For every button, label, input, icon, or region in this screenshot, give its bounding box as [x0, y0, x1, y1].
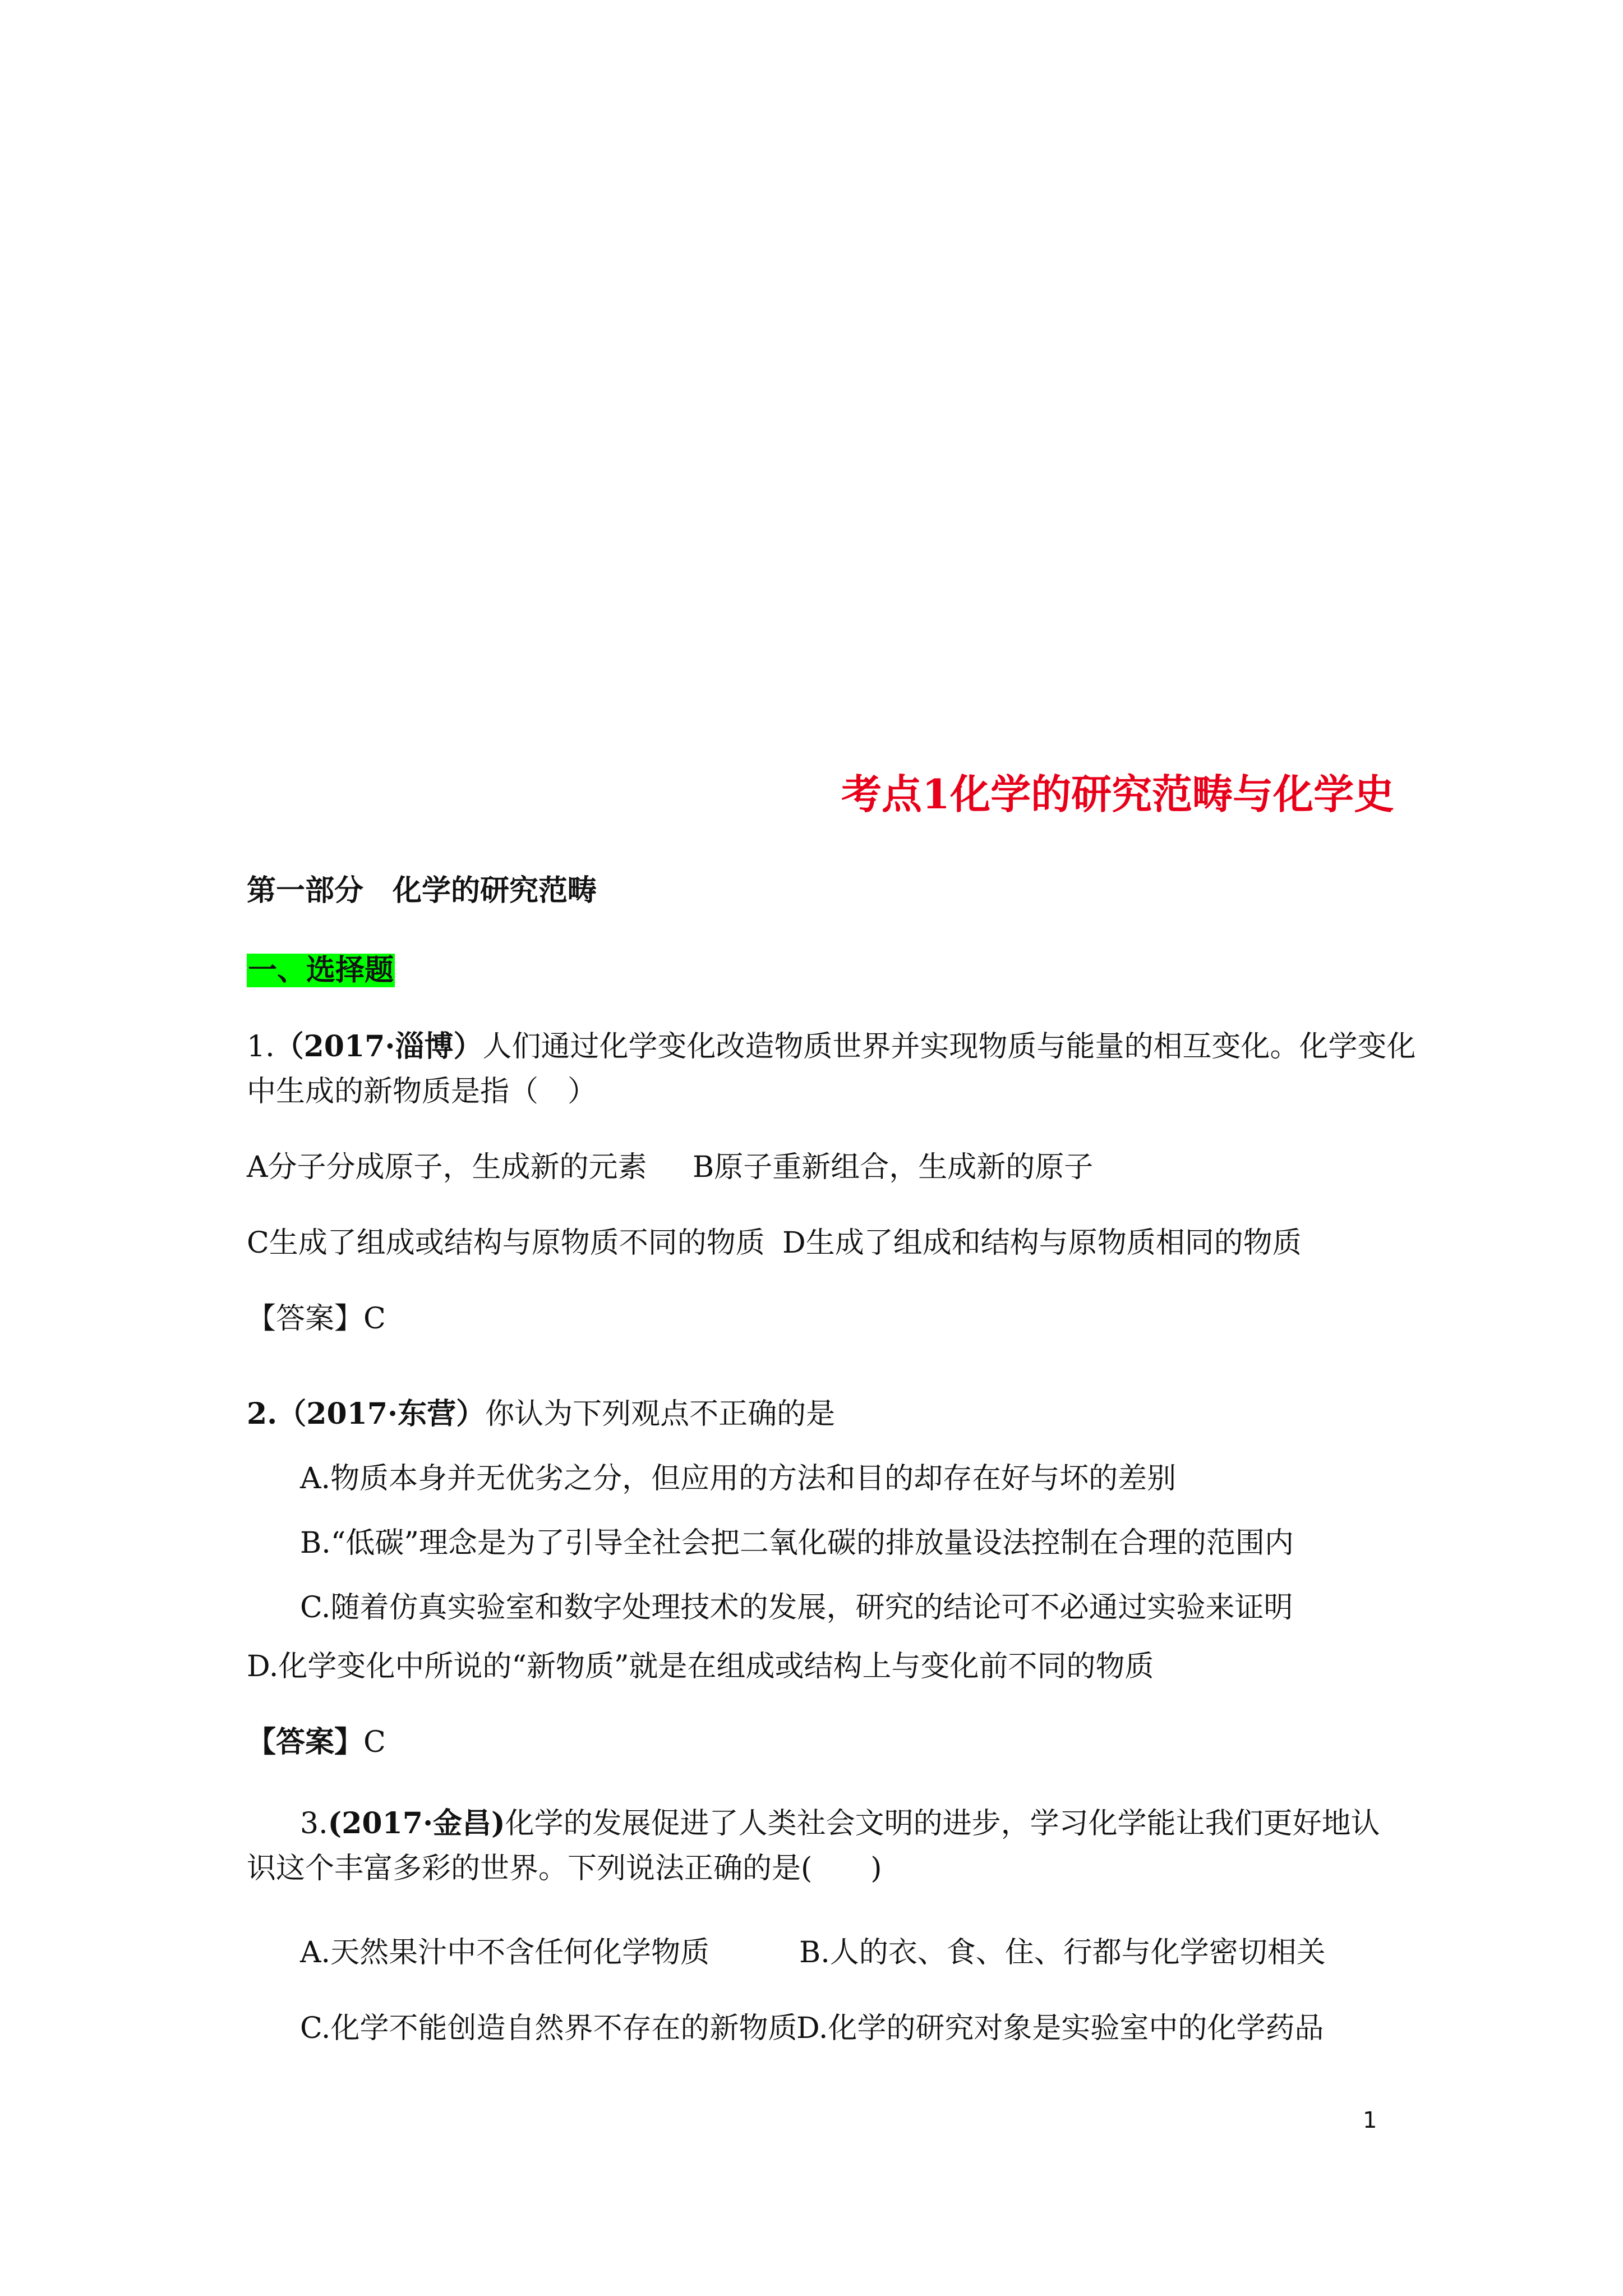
- question-2-stem: 你认为下列观点不正确的是: [485, 1397, 836, 1431]
- page-title: 考点1化学的研究范畴与化学史: [841, 770, 1395, 818]
- question-2-answer: [247, 1725, 386, 1759]
- question-1-option-c: C生成了组成或结构与原物质不同的物质: [247, 1226, 765, 1260]
- question-2-option-a: A.物质本身并无优劣之分，但应用的方法和目的却存在好与坏的差别: [300, 1462, 1177, 1496]
- question-3-source: (2017·金昌): [328, 1806, 505, 1841]
- question-2-option-d: D.化学变化中所说的“新物质”就是在组成或结构上与变化前不同的物质: [247, 1650, 1154, 1683]
- question-3-line-1: [300, 1806, 1380, 1841]
- question-1-option-d: D生成了组成和结构与原物质相同的物质: [782, 1226, 1302, 1260]
- question-1-number: 1.: [247, 1030, 275, 1064]
- answer-label: 【答案】: [247, 1302, 364, 1336]
- question-2-number-source: 2.（2017·东营）: [247, 1397, 486, 1431]
- question-2-option-c: C.随着仿真实验室和数字处理技术的发展，研究的结论可不必通过实验来证明: [300, 1591, 1293, 1625]
- question-3-line-2: 识这个丰富多彩的世界。下列说法正确的是( ): [247, 1852, 882, 1885]
- section-heading: 一、选择题: [248, 953, 394, 987]
- answer-label: 【答案】: [247, 1725, 364, 1759]
- page-number: 1: [1363, 2108, 1377, 2133]
- question-3-option-c: C.化学不能创造自然界不存在的新物质: [300, 2012, 797, 2045]
- question-1-option-b: B原子重新组合，生成新的原子: [693, 1151, 1094, 1184]
- question-1-answer: [247, 1302, 386, 1336]
- question-1-line-1: [247, 1029, 1416, 1064]
- answer-value: C: [363, 1302, 386, 1336]
- question-2-option-b: B.“低碳”理念是为了引导全社会把二氧化碳的排放量设法控制在合理的范围内: [300, 1526, 1294, 1560]
- question-3-option-b: B.人的衣、食、住、行都与化学密切相关: [799, 1936, 1326, 1970]
- question-1-line-2: 中生成的新物质是指（ ）: [247, 1075, 597, 1108]
- question-3-option-a: A.天然果汁中不含任何化学物质: [300, 1936, 710, 1970]
- question-1-source: （2017·淄博）: [274, 1029, 483, 1064]
- question-1-option-a: A分子分成原子，生成新的元素: [247, 1151, 647, 1184]
- part-heading: 第一部分 化学的研究范畴: [247, 873, 597, 908]
- question-3-option-d: D.化学的研究对象是实验室中的化学药品: [796, 2012, 1324, 2045]
- question-3-number: 3.: [300, 1807, 328, 1841]
- question-3-stem: 化学的发展促进了人类社会文明的进步，学习化学能让我们更好地认: [505, 1807, 1380, 1841]
- question-2-line-1: [247, 1397, 836, 1431]
- question-1-stem: 人们通过化学变化改造物质世界并实现物质与能量的相互变化。化学变化: [482, 1030, 1416, 1064]
- answer-value: C: [363, 1726, 386, 1759]
